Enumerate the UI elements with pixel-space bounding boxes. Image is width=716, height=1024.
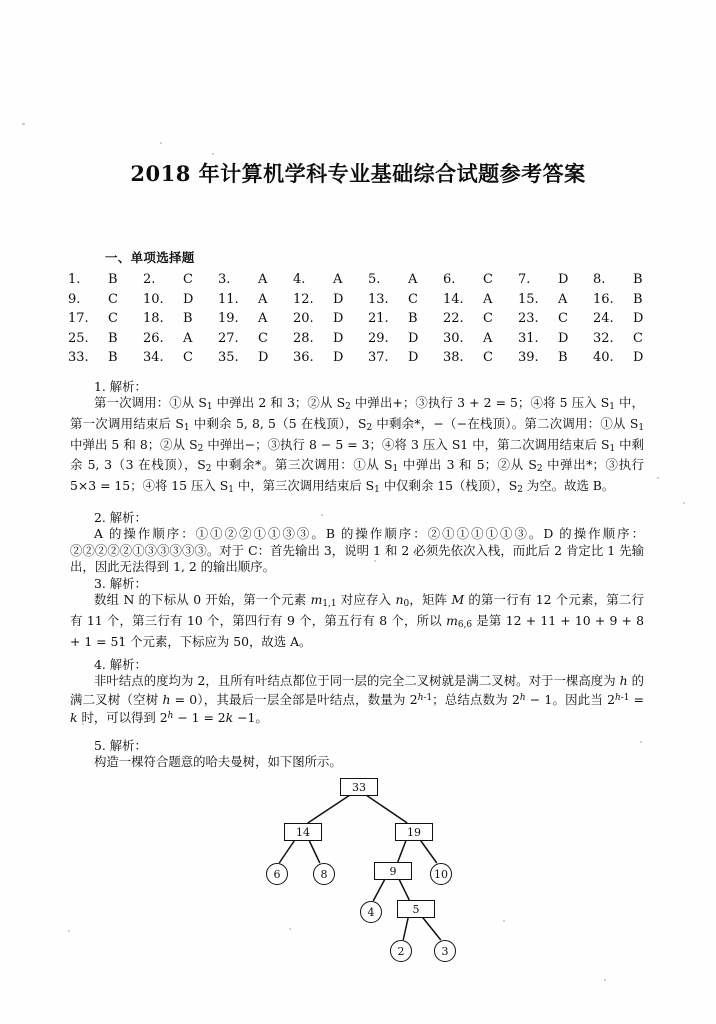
answer-letter: B bbox=[108, 350, 118, 365]
answer-cell bbox=[216, 331, 291, 346]
answer-cell bbox=[141, 331, 216, 346]
answer-letter: A bbox=[258, 311, 268, 326]
question-number: 1. bbox=[68, 272, 81, 287]
question-number: 26. bbox=[143, 330, 164, 346]
answer-cell bbox=[141, 272, 216, 287]
answer-key-grid bbox=[66, 272, 666, 370]
answer-cell bbox=[291, 331, 366, 346]
answer-cell bbox=[366, 272, 441, 287]
answer-letter: A bbox=[483, 330, 493, 346]
question-number: 13. bbox=[368, 291, 389, 307]
question-number: 33. bbox=[68, 350, 89, 365]
answer-cell bbox=[216, 311, 291, 326]
question-number: 7. bbox=[518, 272, 531, 287]
question-number: 16. bbox=[593, 291, 614, 307]
answer-letter: D bbox=[408, 350, 419, 365]
explanation-body: 第一次调用：①从 $S_1$ 中弹出 2 和 3；②从 $S_2$ 中弹出+；③执行 3 + 2 = 5；④将 5 压入 $S_1$ 中，第一次调用结束后 $S_1$ 中剩余 5, 8, 5（5 在栈顶），$S_2$ 中剩余*，−（−在栈顶）。第二次调用：①从 $S_1$ 中弹出 5 和 8；②从 $S_2$ 中弹出−；③执行 8 − 5 = 3；④将 3 压入 S1 中，第二次调用结束后 $S_1$ 中剩余 5, 3（3 在栈顶），$S_2$ 中剩余*。第三次调用：①从 $S_1$ 中弹出 3 和 5；②从 $S_2$ 中弹出*；③执行 5×3 = 15；④将 15 压入 $S_1$ 中，第三次调用结束后 $S_1$ 中仅剩余 15（栈顶），$S_2$ 为空。故选 B。 bbox=[70, 395, 645, 496]
answer-letter: A bbox=[408, 272, 418, 287]
answer-letter: C bbox=[108, 311, 118, 326]
question-number: 23. bbox=[518, 311, 539, 326]
answer-row bbox=[66, 350, 666, 370]
tree-edge bbox=[398, 839, 407, 862]
scan-speck bbox=[212, 153, 214, 155]
answer-letter: D bbox=[333, 311, 344, 326]
question-number: 20. bbox=[293, 311, 314, 326]
answer-cell bbox=[441, 311, 516, 326]
answer-letter: D bbox=[333, 330, 344, 346]
answer-letter: C bbox=[558, 311, 568, 326]
answer-cell bbox=[516, 350, 591, 365]
tree-edge bbox=[373, 878, 385, 901]
question-number: 14. bbox=[443, 291, 464, 307]
answer-letter: C bbox=[633, 330, 643, 346]
question-number: 3. bbox=[218, 272, 231, 287]
answer-letter: B bbox=[633, 291, 643, 307]
explanation-block-1 bbox=[70, 379, 644, 499]
answer-letter: A bbox=[183, 330, 193, 346]
scan-speck bbox=[160, 142, 162, 144]
tree-edge bbox=[421, 916, 440, 940]
answer-cell bbox=[441, 331, 516, 346]
answer-letter: C bbox=[483, 311, 493, 326]
question-number: 15. bbox=[518, 291, 539, 307]
question-number: 38. bbox=[443, 350, 464, 365]
answer-cell bbox=[366, 331, 441, 346]
tree-edge-layer bbox=[0, 770, 716, 1024]
answer-cell bbox=[66, 272, 141, 287]
tree-node-10: 10 bbox=[430, 863, 452, 885]
answer-letter: A bbox=[558, 291, 568, 307]
answer-cell bbox=[366, 311, 441, 326]
question-number: 4. bbox=[293, 272, 306, 287]
answer-cell bbox=[291, 311, 366, 326]
answer-cell bbox=[141, 350, 216, 365]
answer-cell bbox=[516, 292, 591, 307]
answer-cell bbox=[66, 331, 141, 346]
answer-letter: B bbox=[408, 311, 418, 326]
scan-speck bbox=[22, 123, 25, 125]
explanation-block-3 bbox=[70, 576, 644, 650]
tree-node-9: 9 bbox=[374, 862, 412, 880]
answer-letter: D bbox=[633, 311, 644, 326]
answer-cell bbox=[291, 272, 366, 287]
tree-edge bbox=[364, 794, 407, 823]
answer-cell bbox=[291, 292, 366, 307]
explanation-block-2 bbox=[70, 510, 644, 576]
tree-edge bbox=[308, 839, 319, 863]
section-heading: 一、单项选择题 bbox=[105, 250, 195, 265]
answer-row bbox=[66, 272, 666, 292]
answer-letter: C bbox=[483, 350, 493, 365]
answer-letter: A bbox=[258, 272, 268, 287]
answer-letter: B bbox=[633, 272, 643, 287]
explanation-heading: 1. 解析： bbox=[94, 379, 147, 394]
answer-letter: D bbox=[258, 350, 269, 365]
answer-letter: B bbox=[108, 272, 118, 287]
tree-node-4: 4 bbox=[360, 901, 382, 923]
answer-cell bbox=[291, 350, 366, 365]
explanation-heading: 5. 解析： bbox=[94, 738, 147, 753]
answer-cell bbox=[66, 311, 141, 326]
answer-letter: C bbox=[183, 350, 193, 365]
answer-letter: C bbox=[408, 291, 418, 307]
question-number: 5. bbox=[368, 272, 381, 287]
answer-letter: B bbox=[183, 311, 193, 326]
answer-cell bbox=[66, 292, 141, 307]
explanation-heading: 3. 解析： bbox=[94, 576, 147, 591]
explanation-body: 数组 N 的下标从 0 开始，第一个元素 $m_{1,1}$ 对应存入 $n_0$，矩阵 M 的第一行有 12 个元素，第二行有 11 个，第三行有 10 个，第四行有 9 个，第五行有 8 个，所以 $m_{6,6}$ 是第 12 + 11 + 10 + 9 + 8 + 1 = 51 个元素，下标应为 50，故选 A。 bbox=[70, 592, 644, 649]
answer-letter: D bbox=[633, 350, 644, 365]
question-number: 2. bbox=[143, 272, 156, 287]
answer-letter: D bbox=[333, 291, 344, 307]
answer-letter: C bbox=[258, 330, 268, 346]
question-number: 34. bbox=[143, 350, 164, 365]
answer-cell bbox=[441, 292, 516, 307]
answer-letter: A bbox=[483, 291, 493, 307]
question-number: 6. bbox=[443, 272, 456, 287]
tree-edge bbox=[279, 839, 295, 863]
question-number: 36. bbox=[293, 350, 314, 365]
answer-cell bbox=[591, 272, 666, 287]
question-number: 19. bbox=[218, 311, 239, 326]
answer-cell bbox=[591, 350, 666, 365]
answer-letter: D bbox=[333, 350, 344, 365]
question-number: 40. bbox=[593, 350, 614, 365]
question-number: 22. bbox=[443, 311, 464, 326]
question-number: 8. bbox=[593, 272, 606, 287]
answer-cell bbox=[216, 272, 291, 287]
question-number: 12. bbox=[293, 291, 314, 307]
answer-letter: B bbox=[558, 350, 568, 365]
answer-cell bbox=[441, 350, 516, 365]
answer-letter: D bbox=[558, 330, 569, 346]
question-number: 28. bbox=[293, 330, 314, 346]
answer-cell bbox=[216, 292, 291, 307]
explanation-body: 非叶结点的度均为 2，且所有叶结点都位于同一层的完全二叉树就是满二叉树。对于一棵高度为 h 的满二叉树（空树 h = 0），其最后一层全部是叶结点，数量为 2$^{h-1}$；总结点数为 $2^h - 1$。因此当 $2^{h-1} = k$ 时，可以得到 $2^h - 1 = 2k -1$。 bbox=[70, 673, 644, 726]
answer-cell bbox=[141, 292, 216, 307]
tree-node-19: 19 bbox=[395, 823, 433, 841]
answer-cell bbox=[516, 331, 591, 346]
tree-node-5: 5 bbox=[397, 900, 435, 918]
question-number: 30. bbox=[443, 330, 464, 346]
answer-cell bbox=[141, 311, 216, 326]
tree-edge bbox=[403, 916, 408, 940]
question-number: 39. bbox=[518, 350, 539, 365]
answer-letter: D bbox=[183, 291, 194, 307]
answer-cell bbox=[441, 272, 516, 287]
question-number: 18. bbox=[143, 311, 164, 326]
explanation-heading: 4. 解析： bbox=[94, 657, 147, 672]
question-number: 17. bbox=[68, 311, 89, 326]
answer-letter: D bbox=[408, 330, 419, 346]
answer-letter: C bbox=[483, 272, 493, 287]
tree-edge bbox=[419, 839, 436, 863]
tree-node-8: 8 bbox=[313, 863, 335, 885]
explanation-block-5 bbox=[70, 738, 644, 771]
answer-cell bbox=[591, 311, 666, 326]
answer-cell bbox=[66, 350, 141, 365]
answer-letter: A bbox=[333, 272, 343, 287]
answer-letter: A bbox=[258, 291, 268, 307]
question-number: 25. bbox=[68, 330, 89, 346]
explanation-body: A 的操作顺序：①①②②①①③③。B 的操作顺序：②①①①①①③。D 的操作顺序：②②②②②①③③③③③。对于 C：首先输出 3，说明 1 和 2 必须先依次入栈，而此后 2 肯定比 1 先输出，因此无法得到 1, 2 的输出顺序。 bbox=[70, 526, 644, 575]
page-title: 2018 年计算机学科专业基础综合试题参考答案 bbox=[130, 161, 586, 186]
explanation-body: 构造一棵符合题意的哈夫曼树，如下图所示。 bbox=[94, 754, 342, 770]
tree-node-2: 2 bbox=[390, 940, 412, 962]
tree-node-6: 6 bbox=[266, 863, 288, 885]
scan-speck bbox=[683, 502, 685, 504]
answer-letter: B bbox=[108, 330, 118, 346]
answer-cell bbox=[366, 292, 441, 307]
tree-node-33: 33 bbox=[340, 778, 378, 796]
answer-letter: C bbox=[108, 291, 118, 307]
answer-cell bbox=[516, 272, 591, 287]
question-number: 11. bbox=[218, 291, 239, 307]
answer-cell bbox=[366, 350, 441, 365]
tree-edge bbox=[398, 878, 409, 900]
answer-row bbox=[66, 292, 666, 312]
question-number: 31. bbox=[518, 330, 539, 346]
question-number: 35. bbox=[218, 350, 239, 365]
answer-row bbox=[66, 331, 666, 351]
answer-cell bbox=[216, 350, 291, 365]
question-number: 9. bbox=[68, 291, 81, 307]
explanation-heading: 2. 解析： bbox=[94, 510, 147, 525]
question-number: 24. bbox=[593, 311, 614, 326]
question-number: 37. bbox=[368, 350, 389, 365]
tree-node-3: 3 bbox=[434, 940, 456, 962]
answer-letter: C bbox=[183, 272, 193, 287]
tree-edge bbox=[308, 794, 352, 823]
question-number: 32. bbox=[593, 330, 614, 346]
answer-cell bbox=[591, 292, 666, 307]
answer-cell bbox=[591, 331, 666, 346]
answer-letter: D bbox=[558, 272, 569, 287]
answer-row bbox=[66, 311, 666, 331]
question-number: 10. bbox=[143, 291, 164, 307]
scan-speck bbox=[657, 477, 659, 479]
huffman-tree-diagram bbox=[0, 770, 716, 1024]
question-number: 29. bbox=[368, 330, 389, 346]
explanation-block-4 bbox=[70, 657, 644, 727]
question-number: 21. bbox=[368, 311, 389, 326]
question-number: 27. bbox=[218, 330, 239, 346]
answer-cell bbox=[516, 311, 591, 326]
tree-node-14: 14 bbox=[284, 823, 322, 841]
